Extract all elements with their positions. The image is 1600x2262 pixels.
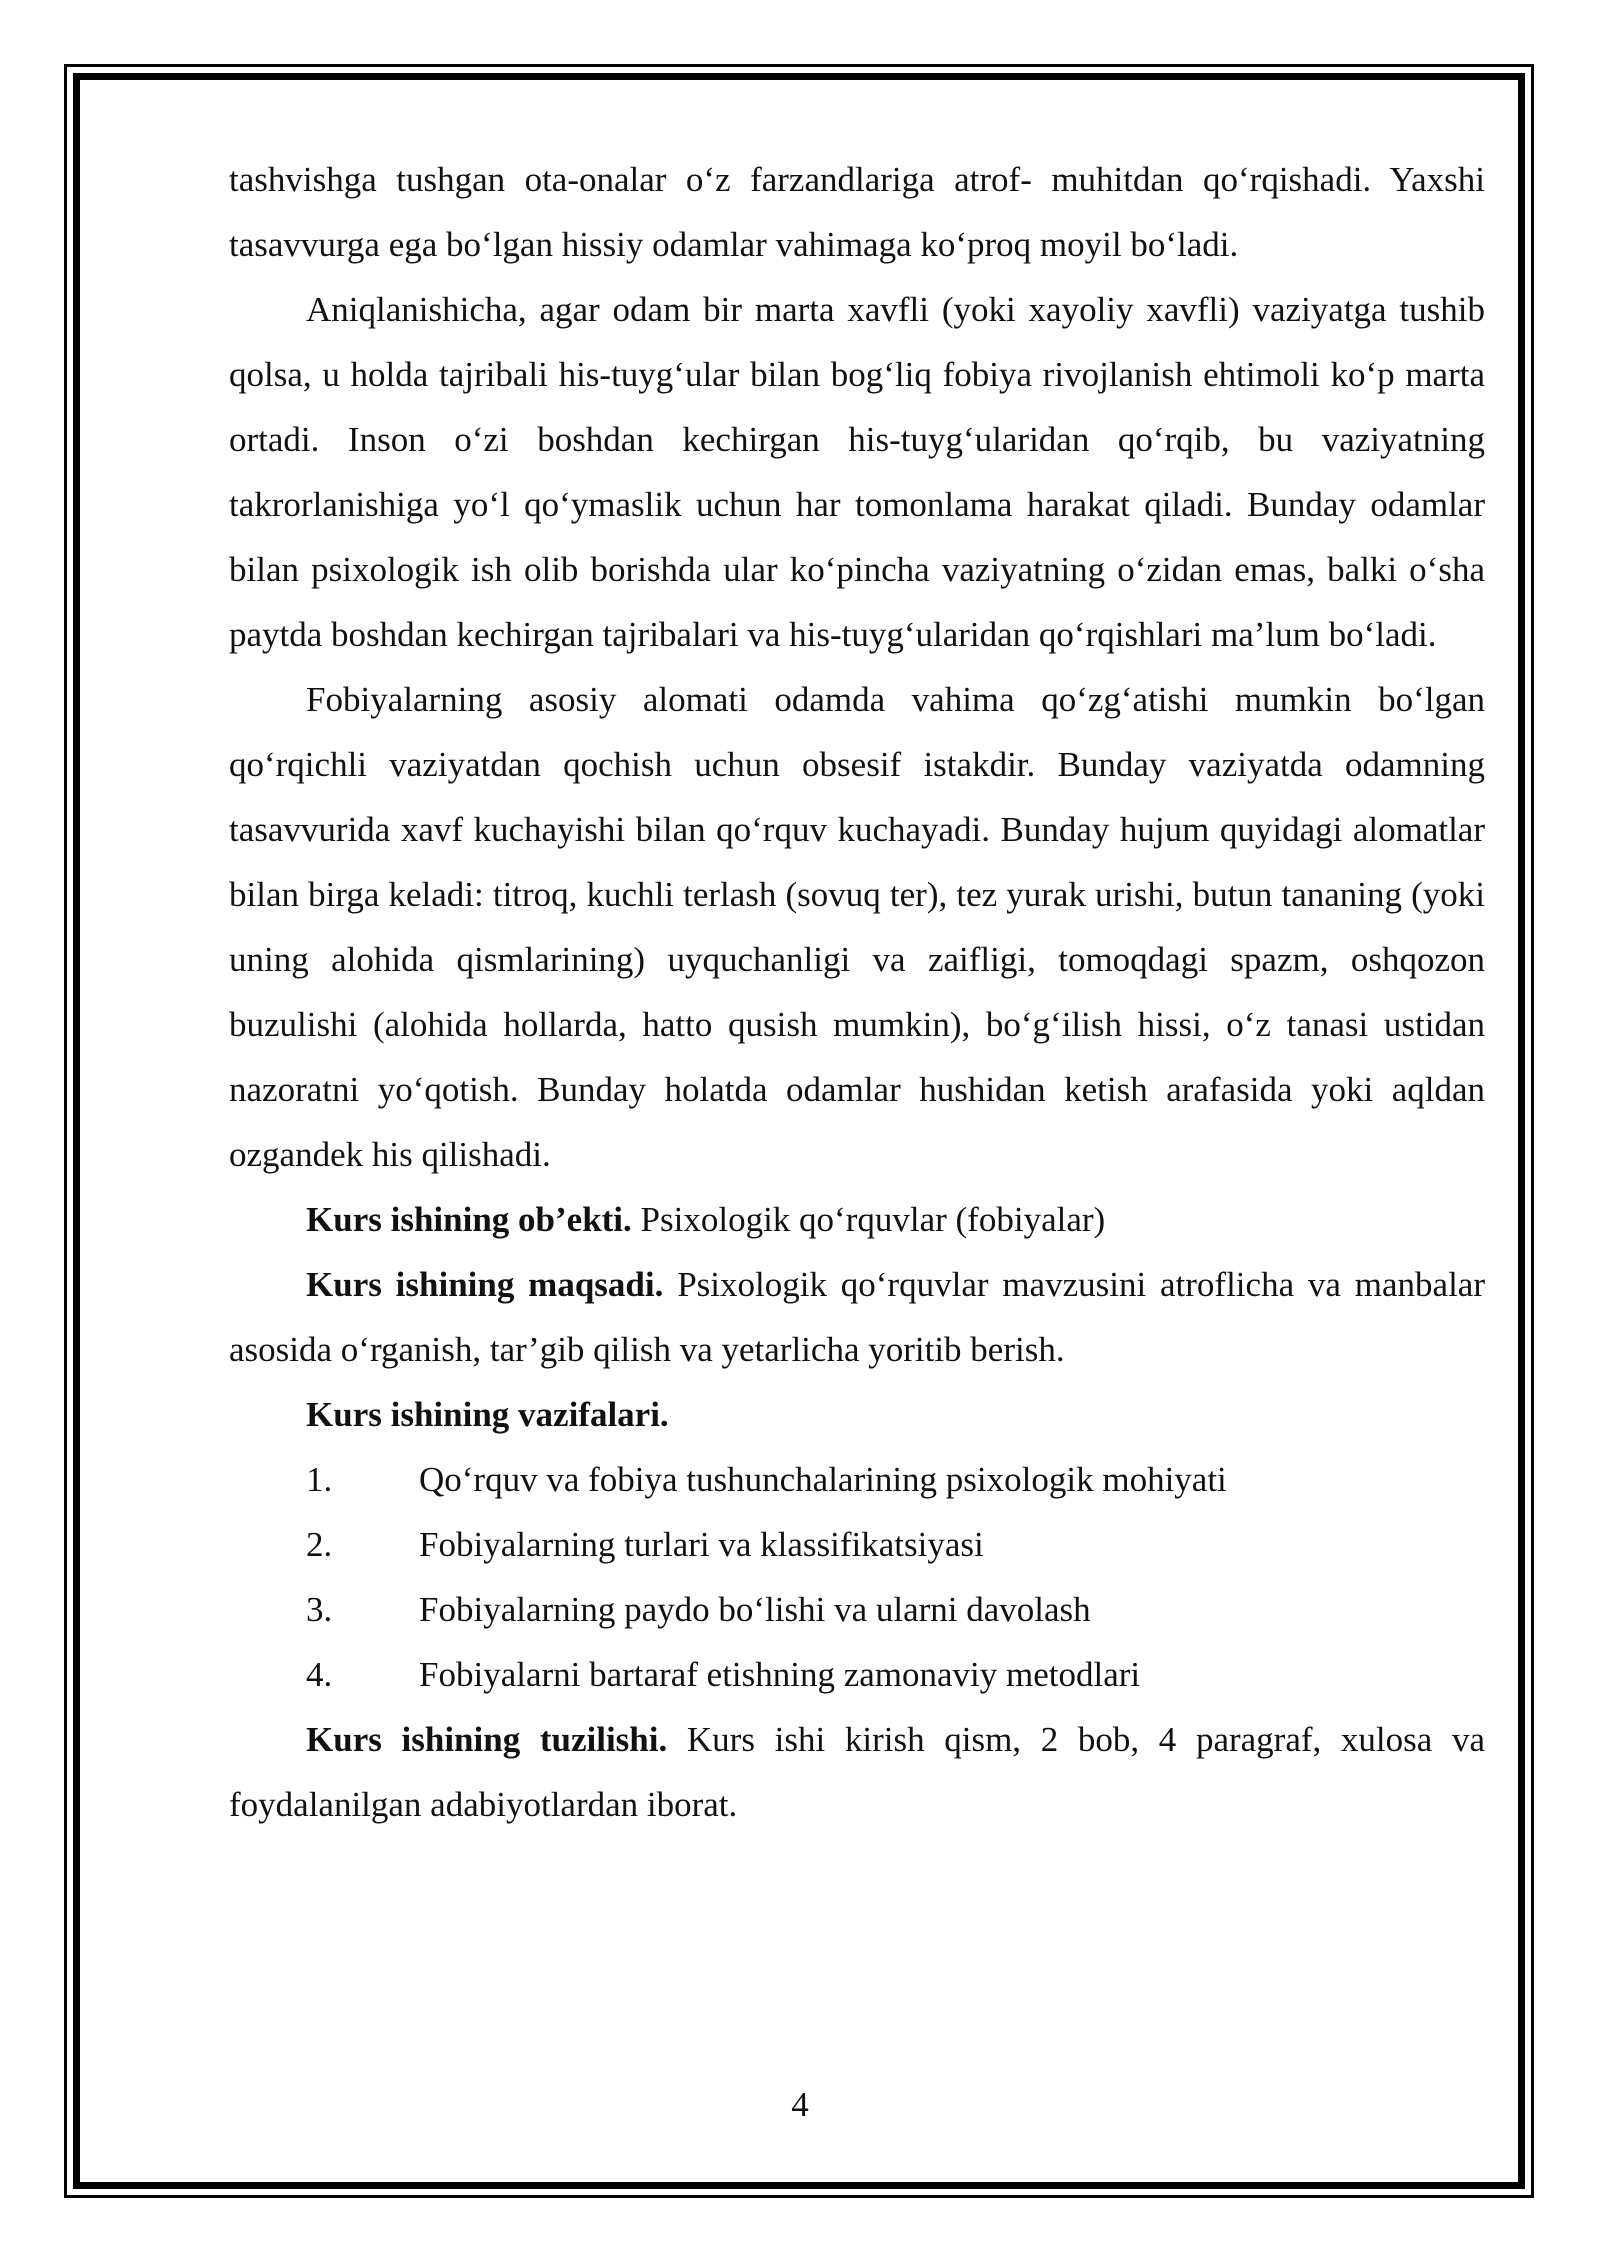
paragraph-symptoms: Fobiyalarning asosiy alomati odamda vahima qo‘zg‘atishi mumkin bo‘lgan qo‘rqichli vaziyatdan qochish uchun obsesif istakdir. Bunday vaziyatda odamning tasavvurida xavf kuchayishi bilan qo‘rquv kuchayadi. Bunday hujum quyidagi alomatlar bilan birga keladi: titroq, kuchli terlash (sovuq ter), tez yurak urishi, butun tananing (yoki uning alohida qismlarining) uyquchanligi va zaifligi, tomoqdagi spazm, oshqozon buzulishi (alohida hollarda, hatto qusish mumkin), bo‘g‘ilish hissi, o‘z tanasi ustidan nazoratni yo‘qotish. Bunday holatda odamlar hushidan ketish arafasida yoki aqldan ozgandek his qilishadi. xyxy=(229,680,1485,1174)
course-structure xyxy=(229,1707,1485,1837)
course-goal-label: Kurs ishining maqsadi. xyxy=(306,1265,664,1304)
list-item-number: 3. xyxy=(306,1590,333,1629)
list-item xyxy=(229,1642,1485,1707)
course-goal-text: Psixologik qo‘rquvlar mavzusini atroflicha va manbalar asosida o‘rganish, tar’gib qilish va yetarlicha yoritib berish. xyxy=(229,1265,1485,1369)
page-content xyxy=(229,147,1485,1837)
course-object xyxy=(229,1187,1485,1252)
list-item-number: 2. xyxy=(306,1525,333,1564)
course-object-label: Kurs ishining ob’ekti. xyxy=(306,1200,632,1239)
paragraph-experience: Aniqlanishicha, agar odam bir marta xavfli (yoki xayoliy xavfli) vaziyatga tushib qolsa, u holda tajribali his-tuyg‘ular bilan bog‘liq fobiya rivojlanish ehtimoli ko‘p marta ortadi. Inson o‘zi boshdan kechirgan his-tuyg‘ularidan qo‘rqib, bu vaziyatning takrorlanishiga yo‘l qo‘ymaslik uchun har tomonlama harakat qiladi. Bunday odamlar bilan psixologik ish olib borishda ular ko‘pincha vaziyatning o‘zidan emas, balki o‘sha paytda boshdan kechirgan tajribalari va his-tuyg‘ularidan qo‘rqishlari ma’lum bo‘ladi. xyxy=(229,290,1485,654)
page-number: 4 xyxy=(791,2085,809,2124)
list-item xyxy=(229,1577,1485,1642)
paragraph-intro: tashvishga tushgan ota-onalar o‘z farzandlariga atrof- muhitdan qo‘rqishadi. Yaxshi tasavvurga ega bo‘lgan hissiy odamlar vahimaga ko‘proq moyil bo‘ladi. xyxy=(229,160,1485,264)
course-object-text: Psixologik qo‘rquvlar (fobiyalar) xyxy=(631,1200,1106,1239)
course-tasks-list xyxy=(229,1447,1485,1707)
course-structure-text: Kurs ishi kirish qism, 2 bob, 4 paragraf, xulosa va foydalanilgan adabiyotlardan iborat. xyxy=(229,1720,1485,1824)
course-tasks-heading xyxy=(229,1382,1485,1447)
list-item-text: Fobiyalarning paydo bo‘lishi va ularni davolash xyxy=(419,1590,1091,1629)
list-item-text: Fobiyalarning turlari va klassifikatsiyasi xyxy=(419,1525,984,1564)
list-item-number: 4. xyxy=(306,1655,333,1694)
course-structure-label: Kurs ishining tuzilishi. xyxy=(306,1720,668,1759)
list-item xyxy=(229,1447,1485,1512)
list-item-text: Qo‘rquv va fobiya tushunchalarining psixologik mohiyati xyxy=(419,1460,1227,1499)
course-goal xyxy=(229,1252,1485,1382)
list-item-number: 1. xyxy=(306,1460,333,1499)
list-item-text: Fobiyalarni bartaraf etishning zamonaviy metodlari xyxy=(419,1655,1141,1694)
list-item xyxy=(229,1512,1485,1577)
course-tasks-label: Kurs ishining vazifalari. xyxy=(306,1395,669,1434)
